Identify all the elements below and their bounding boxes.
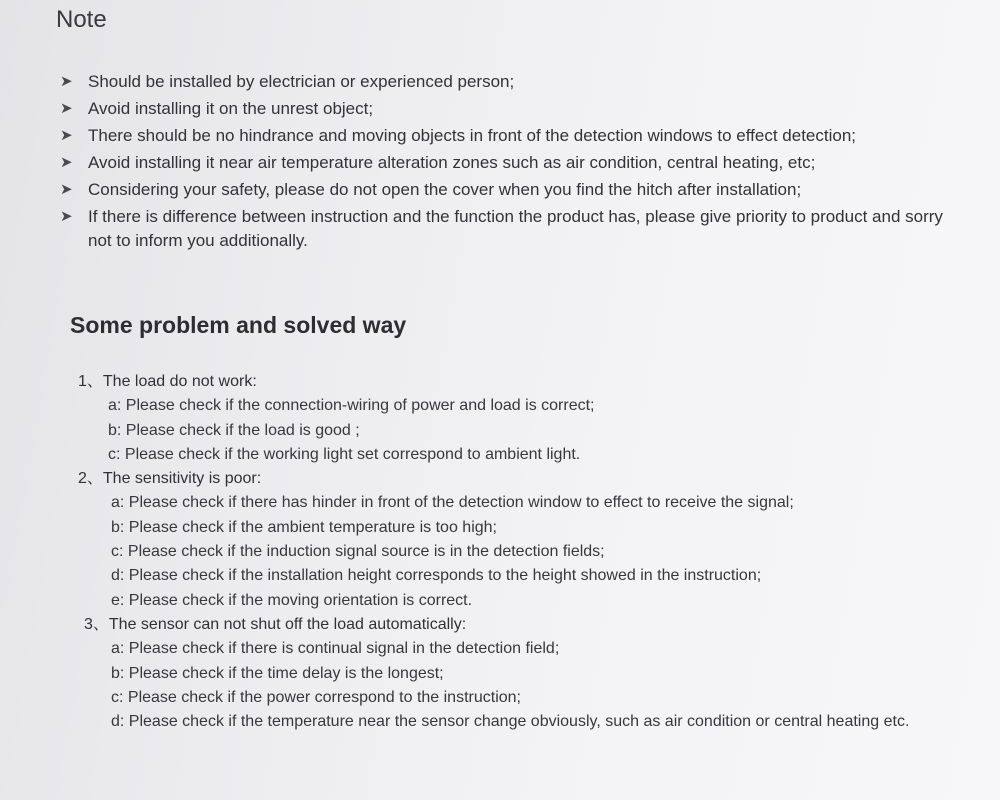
arrow-bullet-icon: ➤ bbox=[60, 73, 73, 90]
note-item bbox=[60, 70, 970, 94]
note-item bbox=[60, 97, 970, 121]
check-item: a: Please check if there is continual signal in the detection field; bbox=[111, 640, 560, 658]
check-item: a: Please check if there has hinder in front of the detection window to effect to receive the signal; bbox=[111, 494, 794, 512]
check-item: b: Please check if the load is good ; bbox=[108, 421, 360, 439]
note-item-text: Avoid installing it near air temperature alteration zones such as air condition, central heating, etc; bbox=[88, 153, 816, 172]
check-item: c: Please check if the power correspond to the instruction; bbox=[111, 688, 521, 706]
problem-section bbox=[78, 467, 948, 613]
problem-heading: 2、The sensitivity is poor: bbox=[78, 470, 262, 488]
note-item-text: Should be installed by electrician or experienced person; bbox=[88, 72, 515, 91]
note-item bbox=[60, 178, 970, 202]
check-item: c: Please check if the working light set correspond to ambient light. bbox=[108, 445, 581, 463]
arrow-bullet-icon: ➤ bbox=[60, 100, 73, 117]
problems-heading: Some problem and solved way bbox=[70, 312, 407, 338]
check-item: d: Please check if the installation height corresponds to the height showed in the instruction; bbox=[111, 567, 762, 585]
note-item-text: There should be no hindrance and moving objects in front of the detection windows to effect detection; bbox=[88, 126, 857, 145]
problems-list bbox=[78, 370, 948, 734]
note-heading: Note bbox=[56, 6, 107, 33]
note-list bbox=[60, 70, 970, 256]
note-item bbox=[60, 151, 970, 175]
check-item: b: Please check if the time delay is the longest; bbox=[111, 664, 444, 682]
arrow-bullet-icon: ➤ bbox=[60, 127, 73, 144]
arrow-bullet-icon: ➤ bbox=[60, 208, 73, 225]
note-item-text: Considering your safety, please do not open the cover when you find the hitch after installation; bbox=[88, 180, 802, 199]
check-item: b: Please check if the ambient temperature is too high; bbox=[111, 518, 497, 536]
note-item bbox=[60, 124, 970, 148]
note-item bbox=[60, 205, 970, 253]
problem-heading: 3、The sensor can not shut off the load automatically: bbox=[84, 615, 467, 633]
problem-section bbox=[78, 370, 948, 467]
check-list bbox=[78, 394, 948, 467]
arrow-bullet-icon: ➤ bbox=[60, 154, 73, 171]
check-list bbox=[78, 491, 948, 612]
problem-heading: 1、The load do not work: bbox=[78, 373, 257, 390]
check-item: e: Please check if the moving orientation is correct. bbox=[111, 591, 473, 609]
check-list bbox=[84, 637, 948, 734]
problem-section bbox=[78, 613, 948, 734]
check-item: a: Please check if the connection-wiring of power and load is correct; bbox=[108, 397, 595, 415]
check-item: c: Please check if the induction signal source is in the detection fields; bbox=[111, 543, 605, 561]
arrow-bullet-icon: ➤ bbox=[60, 181, 73, 198]
check-item: d: Please check if the temperature near the sensor change obviously, such as air condition or central heating etc. bbox=[111, 713, 910, 731]
note-item-text: If there is difference between instruction and the function the product has, please give priority to product and sorry not to inform you additionally. bbox=[88, 207, 943, 250]
note-item-text: Avoid installing it on the unrest object; bbox=[88, 99, 374, 118]
